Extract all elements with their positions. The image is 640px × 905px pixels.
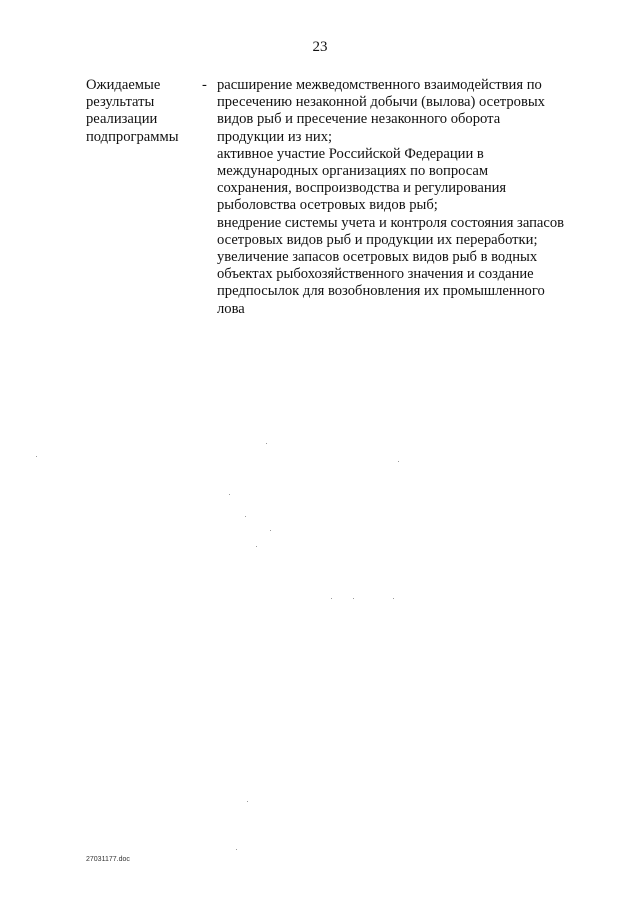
results-list xyxy=(217,77,565,318)
result-item: внедрение системы учета и контроля состояния запасов осетровых видов рыб и продукции их переработки; xyxy=(217,214,565,248)
list-dash: - xyxy=(202,77,207,93)
section-label-line: подпрограммы xyxy=(86,128,179,145)
section-label xyxy=(86,77,196,146)
footer-filename: 27031177.doc xyxy=(86,856,130,863)
scan-speck xyxy=(353,598,354,599)
section-label-line: реализации xyxy=(86,111,158,128)
page-number: 23 xyxy=(312,39,328,55)
result-item: расширение межведомственного взаимодействия по пресечению незаконной добычи (вылова) осетровых видов рыб и пресечение незаконного оборота продукции из них; xyxy=(217,77,545,145)
scan-speck xyxy=(331,598,332,599)
section-label-line: результаты xyxy=(86,94,155,111)
scan-speck xyxy=(398,461,399,462)
scan-speck xyxy=(36,456,37,457)
scan-speck xyxy=(247,801,248,802)
section-label-line: Ожидаемые xyxy=(86,77,161,93)
scan-speck xyxy=(393,598,394,599)
scan-speck xyxy=(256,546,257,547)
scan-speck xyxy=(236,849,237,850)
scan-speck xyxy=(266,443,267,444)
scan-speck xyxy=(245,516,246,517)
result-item: активное участие Российской Федерации в международных организациях по вопросам сохранения, воспроизводства и регулирования рыболовства осетровых видов рыб; xyxy=(217,145,507,214)
scan-speck xyxy=(229,494,230,495)
result-item: увеличение запасов осетровых видов рыб в водных объектах рыбохозяйственного значения и создание предпосылок для возобновления их промышленного лова xyxy=(217,249,545,317)
scan-speck xyxy=(270,530,271,531)
